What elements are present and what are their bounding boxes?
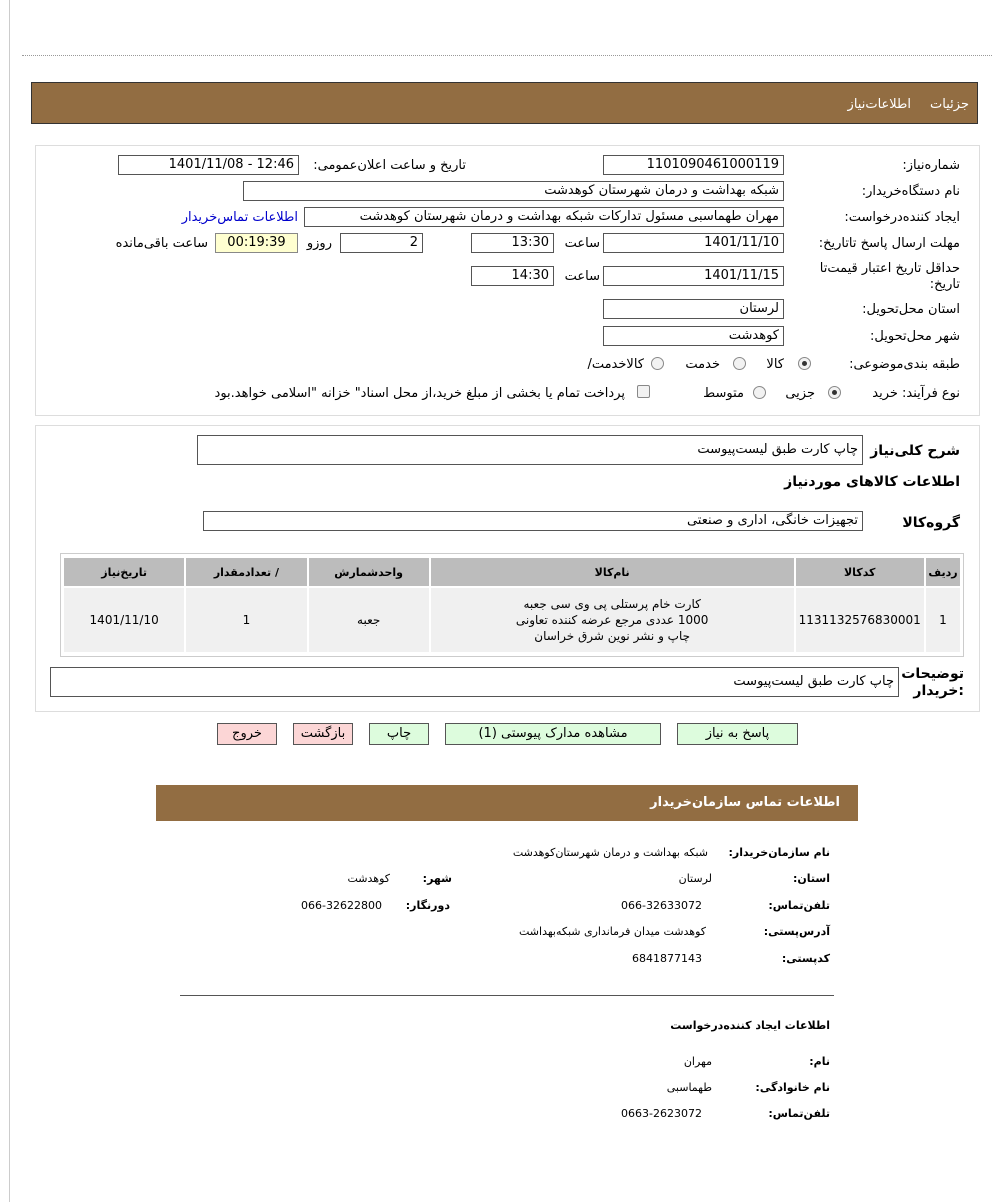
description-title-field: چاپ کارت طبق لیست‌پیوست (197, 435, 863, 465)
col-unit: واحدشمارش (308, 557, 430, 587)
announce-field: 1401/11/08 - 12:46 (118, 155, 299, 175)
process-label: نوع فرآیند: خرید (872, 386, 960, 401)
process-radio-minor[interactable] (828, 386, 841, 399)
contact-phone-label: تلفن‌تماس: (768, 899, 830, 912)
process-option-medium: متوسط (703, 386, 744, 401)
category-option-service: خدمت (685, 357, 720, 372)
creator-name-value: مهران (683, 1055, 712, 1068)
creator-label: ایجاد کننده‌درخواست: (844, 210, 960, 225)
items-table (62, 556, 962, 654)
validity-time-label: ساعت (564, 269, 600, 284)
buyer-org-label: نام دستگاه‌خریدار: (861, 184, 960, 199)
contact-address-label: آدرس‌پستی: (763, 925, 830, 938)
contact-province-value: لرستان (678, 872, 712, 885)
creator-phone-label: تلفن‌تماس: (768, 1107, 830, 1120)
cell-unit: جعبه (308, 587, 430, 653)
cell-name (430, 587, 795, 653)
announce-label: تاریخ و ساعت اعلان‌عمومی: (313, 158, 466, 173)
group-field: تجهیزات خانگی، اداری و صنعتی (203, 511, 863, 531)
deadline-date-field: 1401/11/10 (603, 233, 784, 253)
need-number-label: شماره‌نیاز: (902, 158, 960, 173)
category-radio-service[interactable] (733, 357, 746, 370)
deadline-time-field: 13:30 (471, 233, 554, 253)
cell-row: 1 (925, 587, 961, 653)
creator-field: مهران طهماسبی مسئول تدارکات شبکه بهداشت و درمان شهرستان کوهدشت (304, 207, 784, 227)
buyer-contact-link[interactable]: اطلاعات تماس‌خریدار (181, 210, 298, 225)
category-radio-both[interactable] (651, 357, 664, 370)
need-number-field: 1101090461000119 (603, 155, 784, 175)
creator-info-title: اطلاعات ایجاد کننده‌درخواست (670, 1019, 830, 1032)
category-option-both: کالا‌خدمت/ (587, 357, 644, 372)
contact-org-value: شبکه بهداشت و درمان شهرستان‌کوهدشت (512, 846, 708, 859)
buyer-org-field: شبکه بهداشت و درمان شهرستان کوهدشت (243, 181, 784, 201)
tab-details[interactable]: جزئیات (930, 97, 969, 112)
process-radio-medium[interactable] (753, 386, 766, 399)
days-field: 2 (340, 233, 423, 253)
page-left-border (9, 0, 10, 1202)
buyer-notes-label-2: :خریدار (913, 683, 964, 699)
description-title-label: شرح کلی‌نیاز (870, 443, 960, 459)
payment-checkbox[interactable] (637, 385, 650, 398)
creator-phone-value: 0663-2623072 (621, 1107, 702, 1120)
province-field: لرستان (603, 299, 784, 319)
contact-phone-value: 066-32633072 (621, 899, 702, 912)
attachments-button[interactable]: مشاهده مدارک پیوستی (1) (445, 723, 661, 745)
contact-address-value: کوهدشت میدان فرمانداری شبکه‌بهداشت (519, 925, 706, 938)
col-row: ردیف (925, 557, 961, 587)
col-name: نام‌کالا (430, 557, 795, 587)
contact-postal-value: 6841877143 (632, 952, 702, 965)
remaining-time-field: 00:19:39 (215, 233, 298, 253)
reply-button[interactable]: پاسخ به نیاز (677, 723, 798, 745)
cell-name-text: کارت خام پرستلی پی وی سی جعبه 1000 عددی مرجع عرضه کننده تعاونی چاپ و نشر نوین شرق خراسان (515, 597, 709, 643)
category-option-goods: کالا (766, 357, 784, 372)
city-label: شهر محل‌تحویل: (870, 329, 960, 344)
buyer-notes-label-1: توضیحات (901, 666, 964, 682)
col-code: کدکالا (795, 557, 925, 587)
back-button[interactable]: بازگشت (293, 723, 353, 745)
creator-name-label: نام: (809, 1055, 830, 1068)
contact-city-value: کوهدشت (347, 872, 390, 885)
section-header-bar (31, 82, 978, 124)
deadline-label: مهلت ارسال پاسخ تا‌تاریخ: (818, 236, 960, 251)
exit-button[interactable]: خروج (217, 723, 277, 745)
contact-title: اطلاعات تماس سازمان‌خریدار (650, 795, 840, 810)
days-label: روزو (306, 236, 332, 251)
cell-code: 1131132576830001 (795, 587, 925, 653)
province-label: استان محل‌تحویل: (862, 302, 960, 317)
tab-need-info[interactable]: اطلاعات‌نیاز (847, 97, 911, 112)
validity-date-field: 1401/11/15 (603, 266, 784, 286)
contact-divider (180, 995, 834, 996)
category-label: طبقه بندی‌موضوعی: (849, 357, 960, 372)
buyer-notes-field: چاپ کارت طبق لیست‌پیوست (50, 667, 899, 697)
group-label: گروه‌کالا (902, 515, 960, 531)
contact-fax-label: دورنگار: (405, 899, 450, 912)
top-divider (22, 55, 992, 56)
payment-note: پرداخت تمام یا بخشی از مبلغ خرید،از محل اسناد" خزانه "اسلامی خواهد.بود (214, 386, 625, 401)
contact-org-label: نام سازمان‌خریدار: (728, 846, 830, 859)
contact-fax-value: 066-32622800 (301, 899, 382, 912)
print-button[interactable]: چاپ (369, 723, 429, 745)
contact-postal-label: کد‌پستی: (781, 952, 830, 965)
validity-label: حداقل تاریخ اعتبار قیمت‌تا تاریخ: (819, 261, 960, 292)
cell-date: 1401/11/10 (63, 587, 185, 653)
cell-qty: 1 (185, 587, 307, 653)
remaining-label: ساعت باقی‌مانده (115, 236, 208, 251)
city-field: کوهدشت (603, 326, 784, 346)
contact-city-label: شهر: (422, 872, 452, 885)
creator-family-value: طهماسبی (666, 1081, 712, 1094)
deadline-time-label: ساعت (564, 236, 600, 251)
table-row (63, 587, 961, 653)
validity-time-field: 14:30 (471, 266, 554, 286)
goods-heading: اطلاعات کالاهای موردنیاز (784, 474, 960, 490)
contact-province-label: استان: (793, 872, 830, 885)
process-option-minor: جزیی (785, 386, 815, 401)
category-radio-goods[interactable] (798, 357, 811, 370)
col-qty: / تعدادمقدار (185, 557, 307, 587)
contact-header-bar (156, 785, 858, 821)
creator-family-label: نام خانوادگی: (755, 1081, 830, 1094)
col-date: تاریخ‌نیاز (63, 557, 185, 587)
